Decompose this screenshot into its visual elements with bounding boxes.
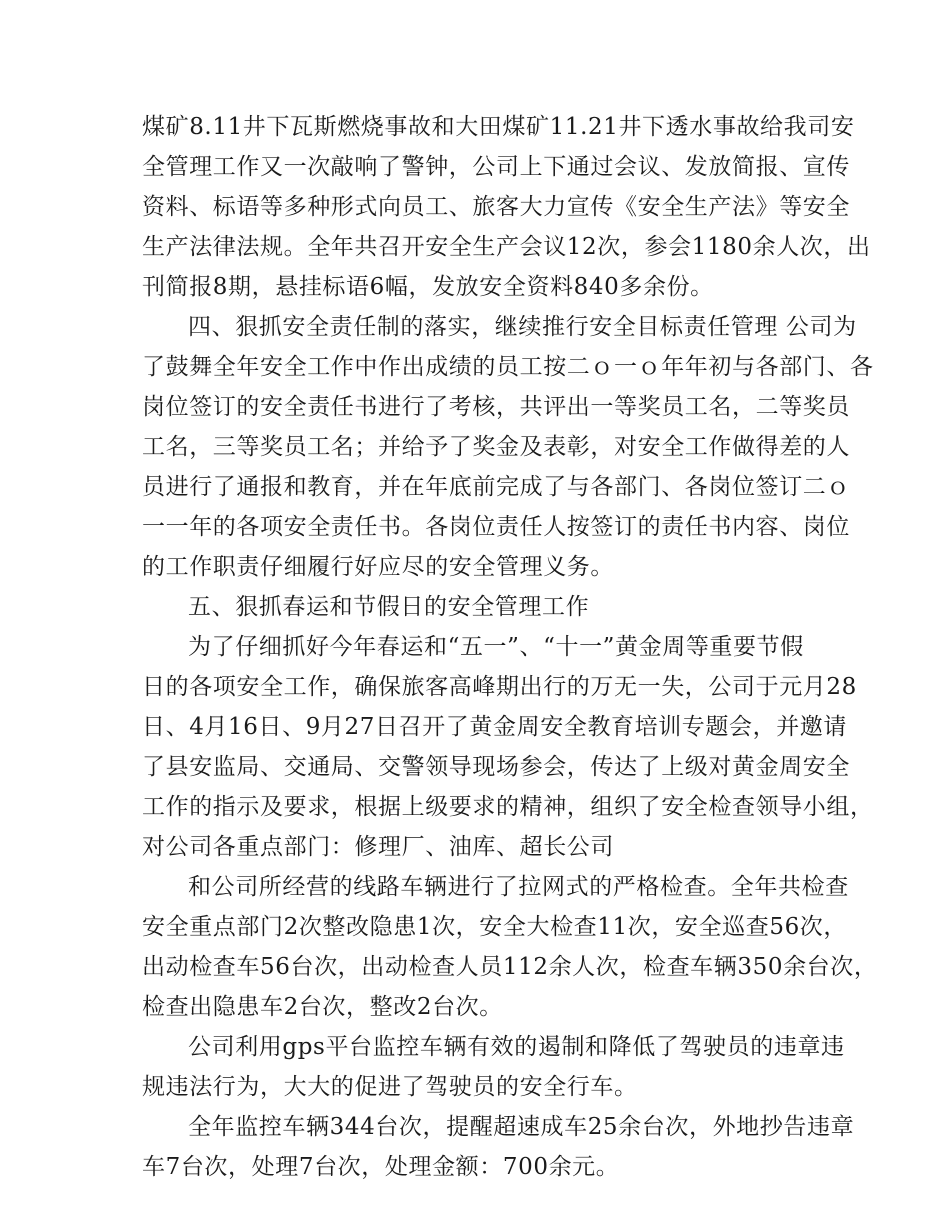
text-line: 规违法行为，大大的促进了驾驶员的安全行车。 xyxy=(142,1074,638,1100)
section-heading: 五、狠抓春运和节假日的安全管理工作 xyxy=(188,594,590,620)
text-line: 和公司所经营的线路车辆进行了拉网式的严格检查。全年共检查 xyxy=(188,874,849,900)
text-line: 生产法律法规。全年共召开安全生产会议12次，参会1180余人次，出 xyxy=(142,234,871,260)
text-line: 检查出隐患车2台次，整改2台次。 xyxy=(142,994,503,1020)
text-line: 的工作职责仔细履行好应尽的安全管理义务。 xyxy=(142,554,614,580)
text-line: 对公司各重点部门：修理厂、油库、超长公司 xyxy=(142,834,614,860)
text-line: 出动检查车56台次，出动检查人员112余人次，检查车辆350余台次， xyxy=(142,954,878,980)
text-line: 一一年的各项安全责任书。各岗位责任人按签订的责任书内容、岗位 xyxy=(142,514,850,540)
text-line: 煤矿8.11井下瓦斯燃烧事故和大田煤矿11.21井下透水事故给我司安 xyxy=(142,114,855,140)
text-line: 车7台次，处理7台次，处理金额：700余元。 xyxy=(142,1154,620,1180)
text-line: 日、4月16日、9月27日召开了黄金周安全教育培训专题会，并邀请 xyxy=(142,714,847,740)
text-line: 工名，三等奖员工名；并给予了奖金及表彰，对安全工作做得差的人 xyxy=(142,434,850,460)
text-line: 全年监控车辆344台次，提醒超速成车25余台次，外地抄告违章 xyxy=(188,1114,855,1140)
text-line: 员进行了通报和教育，并在年底前完成了与各部门、各岗位签订二ｏ xyxy=(142,474,850,500)
text-line: 了鼓舞全年安全工作中作出成绩的员工按二ｏ一ｏ年年初与各部门、各 xyxy=(142,354,874,380)
text-line: 公司利用gps平台监控车辆有效的遏制和降低了驾驶员的违章违 xyxy=(188,1034,845,1060)
text-line: 工作的指示及要求，根据上级要求的精神，组织了安全检查领导小组， xyxy=(142,794,874,820)
text-line: 日的各项安全工作，确保旅客高峰期出行的万无一失，公司于元月28 xyxy=(142,674,857,700)
text-line: 了县安监局、交通局、交警领导现场参会，传达了上级对黄金周安全 xyxy=(142,754,850,780)
text-line: 刊简报8期，悬挂标语6幅，发放安全资料840多余份。 xyxy=(142,274,714,300)
section-heading: 四、狠抓安全责任制的落实，继续推行安全目标责任管理 公司为 xyxy=(188,314,857,340)
text-line: 资料、标语等多种形式向员工、旅客大力宣传《安全生产法》等安全 xyxy=(142,194,850,220)
text-line: 全管理工作又一次敲响了警钟，公司上下通过会议、发放简报、宣传 xyxy=(142,154,850,180)
text-line: 安全重点部门2次整改隐患1次，安全大检查11次，安全巡查56次， xyxy=(142,914,847,940)
text-line: 为了仔细抓好今年春运和“五一”、“十一”黄金周等重要节假 xyxy=(188,634,804,660)
text-line: 岗位签订的安全责任书进行了考核，共评出一等奖员工名，二等奖员 xyxy=(142,394,850,420)
